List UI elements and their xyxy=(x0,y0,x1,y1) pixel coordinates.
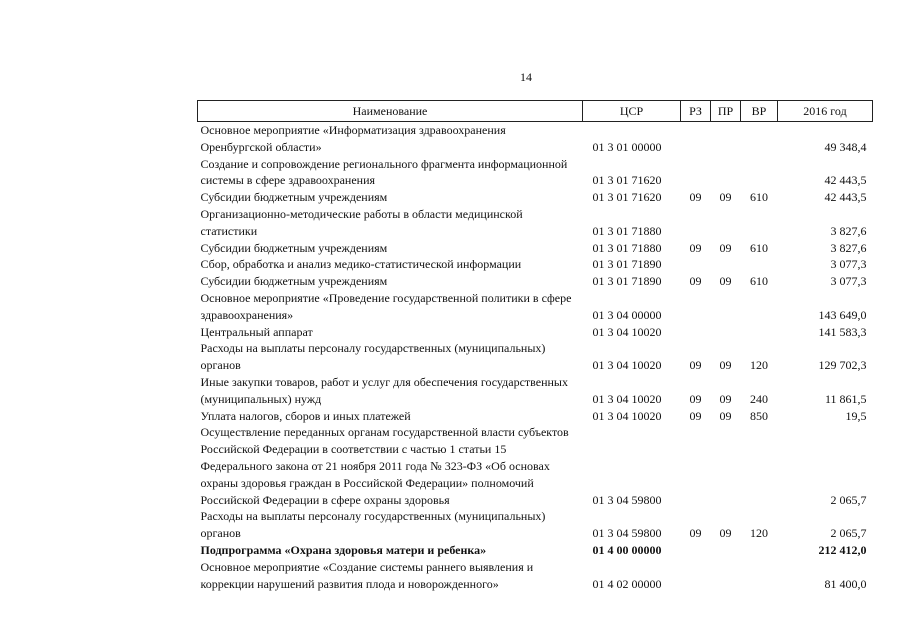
row-pr: 09 xyxy=(719,408,732,423)
table-row xyxy=(198,240,873,257)
row-vr xyxy=(741,324,778,341)
table-row xyxy=(198,424,873,508)
row-vr xyxy=(741,156,778,190)
row-csr: 01 3 01 71890 xyxy=(592,274,662,289)
budget-table xyxy=(197,100,873,592)
row-pr xyxy=(711,324,741,341)
row-name: Организационно-методические работы в области медицинской статистики xyxy=(200,206,523,238)
row-rz xyxy=(681,559,711,593)
row-pr: 09 xyxy=(719,391,732,406)
row-vr xyxy=(741,424,778,508)
row-rz xyxy=(681,542,711,559)
row-vr xyxy=(741,559,778,593)
table-row xyxy=(198,290,873,324)
row-amount: 2 065,7 xyxy=(830,492,867,507)
header-csr: ЦСР xyxy=(583,101,681,122)
row-name: Осуществление переданных органам государственной власти субъектов Российской Федерации в соответствии с частью 1 статьи 15 Федерального закона от 21 ноября 2011 года № 323-ФЗ «Об основах охраны здоровья граждан в Российской Федерации» полномочий Российской Федерации в сфере охраны здоровья xyxy=(200,425,569,507)
table-row xyxy=(198,374,873,408)
row-rz: 09 xyxy=(689,240,702,255)
row-name: Сбор, обработка и анализ медико-статистической информации xyxy=(200,257,522,272)
row-csr: 01 3 01 71620 xyxy=(592,173,662,188)
row-pr xyxy=(711,206,741,240)
row-name: Иные закупки товаров, работ и услуг для обеспечения государственных (муниципальных) нужд xyxy=(200,374,568,406)
row-amount: 42 443,5 xyxy=(824,173,867,188)
row-csr: 01 3 01 71890 xyxy=(592,257,662,272)
row-vr: 610 xyxy=(750,190,768,205)
table-row xyxy=(198,189,873,206)
row-csr: 01 3 01 00000 xyxy=(592,139,662,154)
row-vr: 610 xyxy=(750,240,768,255)
row-csr: 01 3 04 10020 xyxy=(592,391,662,406)
header-name: Наименование xyxy=(198,101,583,122)
row-amount: 81 400,0 xyxy=(824,576,867,591)
row-vr xyxy=(741,542,778,559)
row-rz xyxy=(681,290,711,324)
row-vr: 850 xyxy=(750,408,768,423)
row-csr: 01 3 04 10020 xyxy=(592,358,662,373)
row-vr xyxy=(741,206,778,240)
table-row xyxy=(198,408,873,425)
row-rz: 09 xyxy=(689,274,702,289)
row-pr: 09 xyxy=(719,240,732,255)
row-rz xyxy=(681,424,711,508)
row-name: Субсидии бюджетным учреждениям xyxy=(200,274,388,289)
row-csr: 01 3 01 71880 xyxy=(592,223,662,238)
row-rz xyxy=(681,324,711,341)
table-row xyxy=(198,508,873,542)
table-row xyxy=(198,340,873,374)
row-csr: 01 3 01 71620 xyxy=(592,190,662,205)
row-rz: 09 xyxy=(689,358,702,373)
row-amount: 42 443,5 xyxy=(824,190,867,205)
header-year: 2016 год xyxy=(778,101,873,122)
row-name: Расходы на выплаты персоналу государственных (муниципальных) органов xyxy=(200,509,546,541)
row-rz xyxy=(681,256,711,273)
row-rz xyxy=(681,156,711,190)
table-row xyxy=(198,156,873,190)
table-row xyxy=(198,256,873,273)
page-number: 14 xyxy=(520,70,532,84)
row-name: Центральный аппарат xyxy=(200,324,313,339)
table-row xyxy=(198,273,873,290)
row-csr: 01 4 02 00000 xyxy=(592,576,662,591)
table-row xyxy=(198,122,873,156)
row-vr: 610 xyxy=(750,274,768,289)
row-pr xyxy=(711,542,741,559)
row-vr: 240 xyxy=(750,391,768,406)
row-pr: 09 xyxy=(719,190,732,205)
row-name: Субсидии бюджетным учреждениям xyxy=(200,190,388,205)
row-name: Основное мероприятие «Информатизация здравоохранения Оренбургской области» xyxy=(200,123,506,154)
table-row xyxy=(198,206,873,240)
row-csr: 01 3 04 10020 xyxy=(592,324,662,339)
row-pr xyxy=(711,290,741,324)
row-pr xyxy=(711,559,741,593)
row-rz: 09 xyxy=(689,190,702,205)
row-csr: 01 3 04 59800 xyxy=(592,492,662,507)
row-vr xyxy=(741,256,778,273)
row-rz xyxy=(681,206,711,240)
row-rz: 09 xyxy=(689,526,702,541)
row-amount: 11 861,5 xyxy=(824,391,867,406)
row-pr xyxy=(711,122,741,156)
row-amount: 3 827,6 xyxy=(830,223,867,238)
row-csr: 01 4 00 00000 xyxy=(592,542,662,557)
row-amount: 3 827,6 xyxy=(830,240,867,255)
table-row xyxy=(198,324,873,341)
row-amount: 141 583,3 xyxy=(818,324,867,339)
row-amount: 19,5 xyxy=(845,408,867,423)
row-csr: 01 3 04 00000 xyxy=(592,307,662,322)
row-name: Расходы на выплаты персоналу государственных (муниципальных) органов xyxy=(200,341,546,373)
header-pr: ПР xyxy=(711,101,741,122)
row-amount: 3 077,3 xyxy=(830,257,867,272)
row-name: Основное мероприятие «Проведение государственной политики в сфере здравоохранения» xyxy=(200,290,572,322)
row-amount: 129 702,3 xyxy=(818,358,867,373)
header-rz: РЗ xyxy=(681,101,711,122)
row-name: Субсидии бюджетным учреждениям xyxy=(200,240,388,255)
row-amount: 3 077,3 xyxy=(830,274,867,289)
row-pr xyxy=(711,424,741,508)
row-pr: 09 xyxy=(719,526,732,541)
row-amount: 212 412,0 xyxy=(818,542,867,557)
row-pr xyxy=(711,256,741,273)
table-header-row xyxy=(198,101,873,122)
row-csr: 01 3 04 10020 xyxy=(592,408,662,423)
row-rz xyxy=(681,122,711,156)
row-amount: 143 649,0 xyxy=(818,307,867,322)
row-vr: 120 xyxy=(750,358,768,373)
row-amount: 2 065,7 xyxy=(830,526,867,541)
row-rz: 09 xyxy=(689,391,702,406)
row-pr: 09 xyxy=(719,358,732,373)
row-amount: 49 348,4 xyxy=(824,139,867,154)
row-rz: 09 xyxy=(689,408,702,423)
row-name: Создание и сопровождение регионального фрагмента информационной системы в сфере здравоохранения xyxy=(200,156,568,188)
row-name: Основное мероприятие «Создание системы раннего выявления и коррекции нарушений развития плода и новорожденного» xyxy=(200,559,534,591)
row-vr xyxy=(741,290,778,324)
row-csr: 01 3 04 59800 xyxy=(592,526,662,541)
row-pr xyxy=(711,156,741,190)
table-row xyxy=(198,542,873,559)
row-csr: 01 3 01 71880 xyxy=(592,240,662,255)
row-pr: 09 xyxy=(719,274,732,289)
row-name: Уплата налогов, сборов и иных платежей xyxy=(200,408,411,423)
row-vr xyxy=(741,122,778,156)
header-vr: ВР xyxy=(741,101,778,122)
row-name: Подпрограмма «Охрана здоровья матери и ребенка» xyxy=(200,542,487,557)
row-vr: 120 xyxy=(750,526,768,541)
table-row xyxy=(198,559,873,593)
